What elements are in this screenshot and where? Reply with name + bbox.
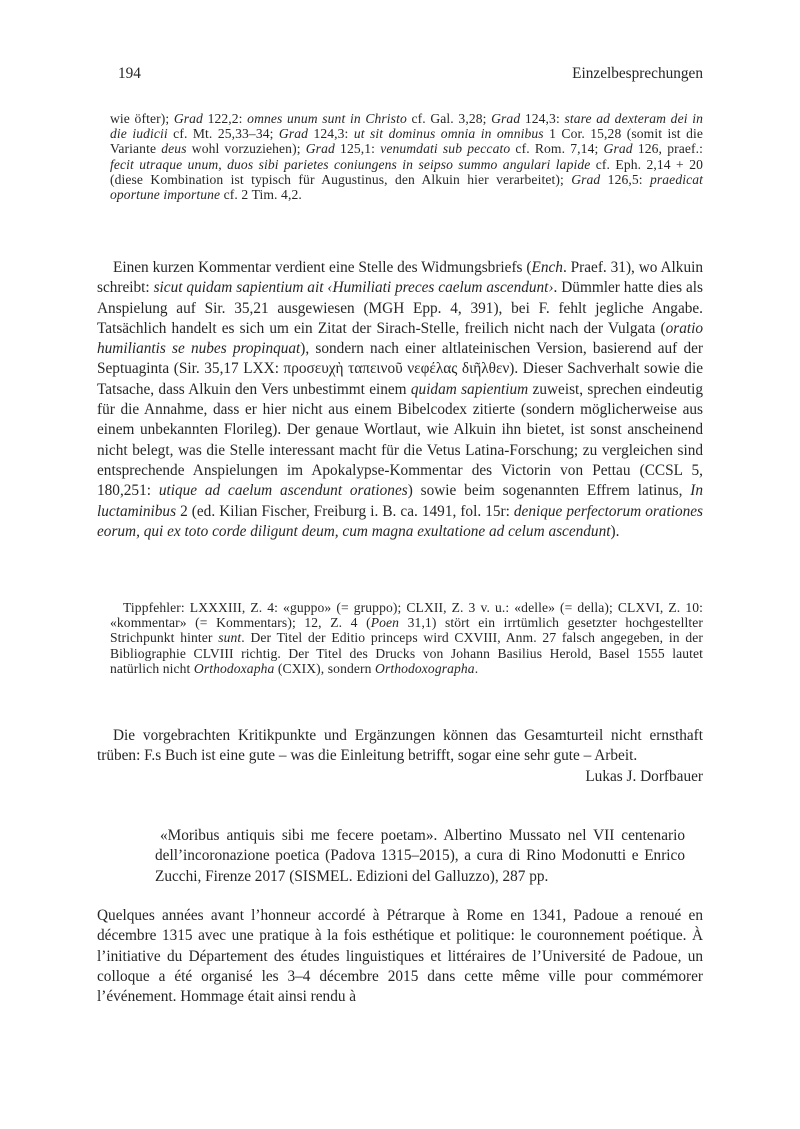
page-number: 194: [118, 65, 141, 82]
running-head-title: Einzelbesprechungen: [572, 65, 703, 82]
paragraph-ench-commentary: Einen kurzen Kommentar verdient eine Stelle des Widmungsbriefs (Ench. Praef. 31), wo Alkuin schreibt: sicut quidam sapientium ait ‹Humiliati preces caelum ascendunt›. Dümmler hatte dies als Anspielung auf Sir. 35,21 ausgewiesen (MGH Epp. 4, 391), bei F. fehlt jegliche Angabe. Tatsächlich handelt es sich um ein Zitat der Sirach-Stelle, freilich nicht nach der Vulgata (oratio humiliantis se nubes propinquat), sondern nach einer altlateinischen Version, basierend auf der Septuaginta (Sir. 35,17 LXX: προσευχὴ ταπεινοῦ νεφέλας διῆλθεν). Dieser Sachverhalt sowie die Tatsache, dass Alkuin den Vers unbestimmt einem quidam sapientium zuweist, sprechen eindeutig für die Annahme, dass er hier nicht aus einem Bibelcodex zitierte (sondern möglicherweise aus einem unbekannten Florileg). Der genaue Wortlaut, wie Alkuin ihn bietet, ist sonst anscheinend nicht belegt, was die Stelle interessant macht für die Vetus Latina-Forschung; zu vergleichen sind entsprechende Anspielungen im Apokalypse-Kommentar des Victorin von Pettau (CCSL 5, 180,251: utique ad caelum ascendunt orationes) sowie beim sogenannten Effrem latinus, In luctaminibus 2 (ed. Kilian Fischer, Freiburg i. B. ca. 1491, fol. 15r: denique perfectorum orationes eorum, qui ex toto corde diligunt deum, cum magna exultatione ad celum ascendunt).: [97, 259, 704, 540]
paragraph-review-intro: Quelques années avant l’honneur accordé à Pétrarque à Rome en 1341, Padoue a renoué en décembre 1315 avec une pratique à la fois esthétique et politique: le couronnement poétique. À l’initiative du Département des études linguistiques et littéraires de l’Université de Padoue, un colloque a été organisé les 3–4 décembre 2015 dans cette même ville pour commémorer l’événement. Hommage était ainsi rendu à: [97, 907, 703, 1006]
reviewer-signature: Lukas J. Dorfbauer: [585, 767, 703, 785]
review-heading-mussato: «Moribus antiquis sibi me fecere poetam». Albertino Mussato nel VII centenario dell’incoronazione poetica (Padova 1315–2015), a cura di Rino Modonutti e Enrico Zucchi, Firenze 2017 (SISMEL. Edizioni del Galluzzo), 287 pp.: [155, 827, 685, 885]
running-header: [97, 64, 703, 84]
verdict-text: Die vorgebrachten Kritikpunkte und Ergänzungen können das Gesamturteil nicht ernsthaft trüben: F.s Buch ist eine gute – was die Einleitung betrifft, sogar eine sehr gute – Arbeit.: [97, 727, 703, 765]
petit-paragraph-citations: wie öfter); Grad 122,2: omnes unum sunt in Christo cf. Gal. 3,28; Grad 124,3: stare ad dexteram dei in die iudicii cf. Mt. 25,33–34; Grad 124,3: ut sit dominus omnia in omnibus 1 Cor. 15,28 (somit ist die Variante deus wohl vorzuziehen); Grad 125,1: venumdati sub peccato cf. Rom. 7,14; Grad 126, praef.: fecit utraque unum, duos sibi parietes coniungens in seipso summo angulari lapide cf. Eph. 2,14 + 20 (diese Kombination ist typisch für Augustinus, den Alkuin hier verarbeitet); Grad 126,5: praedicat oportune importune cf. 2 Tim. 4,2.: [110, 111, 704, 203]
paragraph-verdict: [97, 726, 703, 787]
petit-paragraph-tippfehler: Tippfehler: LXXXIII, Z. 4: «guppo» (= gruppo); CLXII, Z. 3 v. u.: «delle» (= della); CLXVI, Z. 10: «kommentar» (= Kommentars); 12, Z. 4 (Poen 31,1) stört ein irrtümlich gesetzter hochgestellter Strichpunkt hinter sunt. Der Titel der Editio princeps wird CXVIII, Anm. 27 falsch angegeben, in der Bibliographie CLVIII richtig. Der Titel des Drucks von Johann Basilius Herold, Basel 1555 lautet natürlich nicht Orthodoxapha (CXIX), sondern Orthodoxographa.: [110, 600, 703, 676]
